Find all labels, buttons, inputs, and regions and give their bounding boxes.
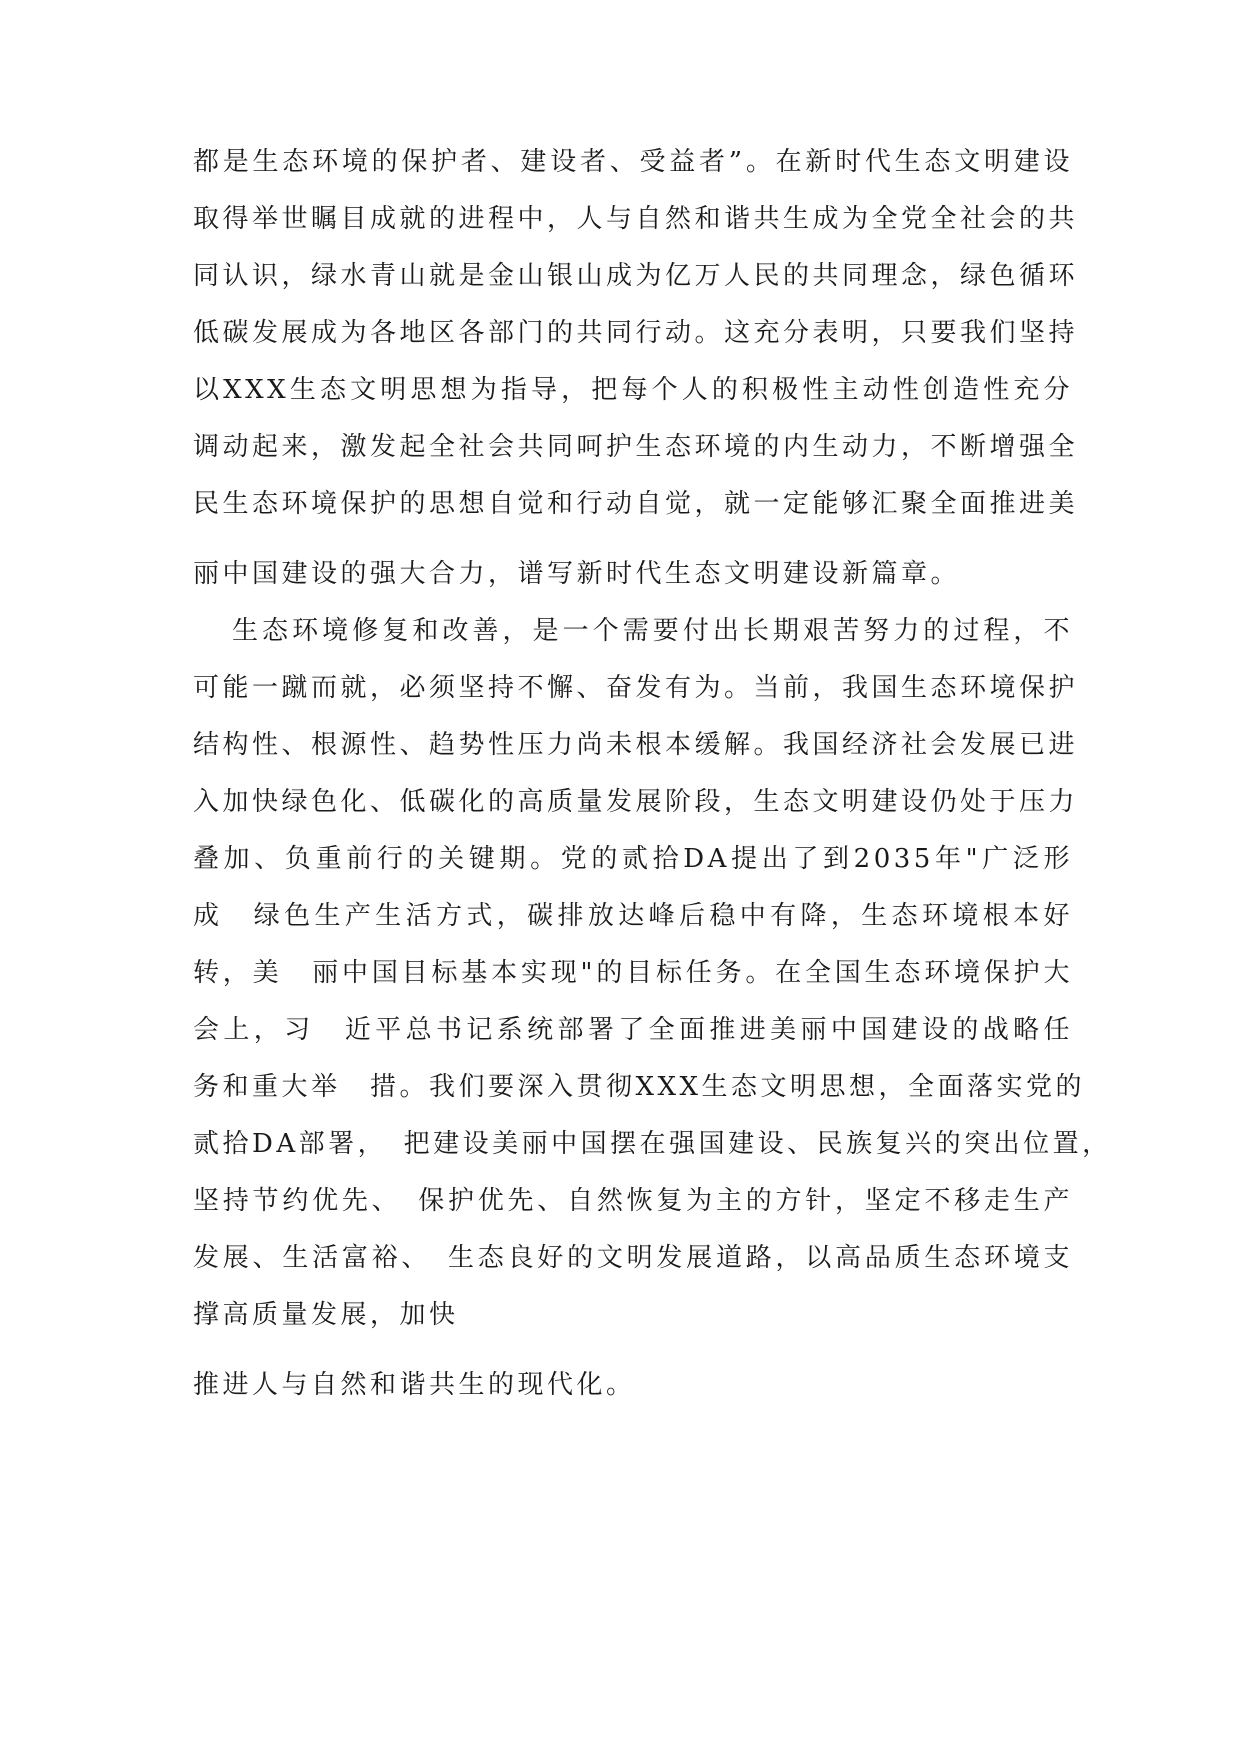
text-line: 调动起来，激发起全社会共同呵护生态环境的内生动力，不断增强全 (193, 432, 1079, 462)
text-line: 会上，习 近平总书记系统部署了全面推进美丽中国建设的战略任 (193, 1015, 1073, 1045)
text-line: 发展、生活富裕、 生态良好的文明发展道路，以高品质生态环境支 (193, 1243, 1073, 1273)
text-line: 可能一蹴而就，必须坚持不懈、奋发有为。当前，我国生态环境保护 (193, 673, 1079, 703)
text-line: 叠加、负重前行的关键期。党的贰拾DA提出了到2035年"广泛形 (193, 844, 1073, 874)
text-line: 坚持节约优先、 保护优先、自然恢复为主的方针，坚定不移走生产 (193, 1186, 1073, 1216)
text-line: 成 绿色生产生活方式，碳排放达峰后稳中有降，生态环境根本好 (193, 901, 1073, 931)
text-line: 取得举世瞩目成就的进程中，人与自然和谐共生成为全党全社会的共 (193, 204, 1079, 234)
text-line: 转，美 丽中国目标基本实现"的目标任务。在全国生态环境保护大 (193, 958, 1073, 988)
text-line: 结构性、根源性、趋势性压力尚未根本缓解。我国经济社会发展已进 (193, 730, 1079, 760)
text-line: 低碳发展成为各地区各部门的共同行动。这充分表明，只要我们坚持 (193, 318, 1079, 348)
text-line: 以XXX生态文明思想为指导，把每个人的积极性主动性创造性充分 (193, 375, 1073, 405)
text-line: 丽中国建设的强大合力，谱写新时代生态文明建设新篇章。 (193, 559, 961, 589)
text-line: 入加快绿色化、低碳化的高质量发展阶段，生态文明建设仍处于压力 (193, 787, 1079, 817)
text-line: 民生态环境保护的思想自觉和行动自觉，就一定能够汇聚全面推进美 (193, 489, 1079, 519)
text-line: 推进人与自然和谐共生的现代化。 (193, 1370, 636, 1400)
text-line: 都是生态环境的保护者、建设者、受益者”。在新时代生态文明建设 (193, 147, 1073, 177)
text-line: 撑高质量发展，加快 (193, 1300, 459, 1330)
text-line: 务和重大举 措。我们要深入贯彻XXX生态文明思想，全面落实党的 (193, 1072, 1086, 1102)
text-line: 贰拾DA部署， 把建设美丽中国摆在强国建设、民族复兴的突出位置， (193, 1129, 1112, 1159)
text-line: 同认识，绿水青山就是金山银山成为亿万人民的共同理念，绿色循环 (193, 261, 1079, 291)
text-line: 生态环境修复和改善，是一个需要付出长期艰苦努力的过程，不 (232, 616, 1073, 646)
